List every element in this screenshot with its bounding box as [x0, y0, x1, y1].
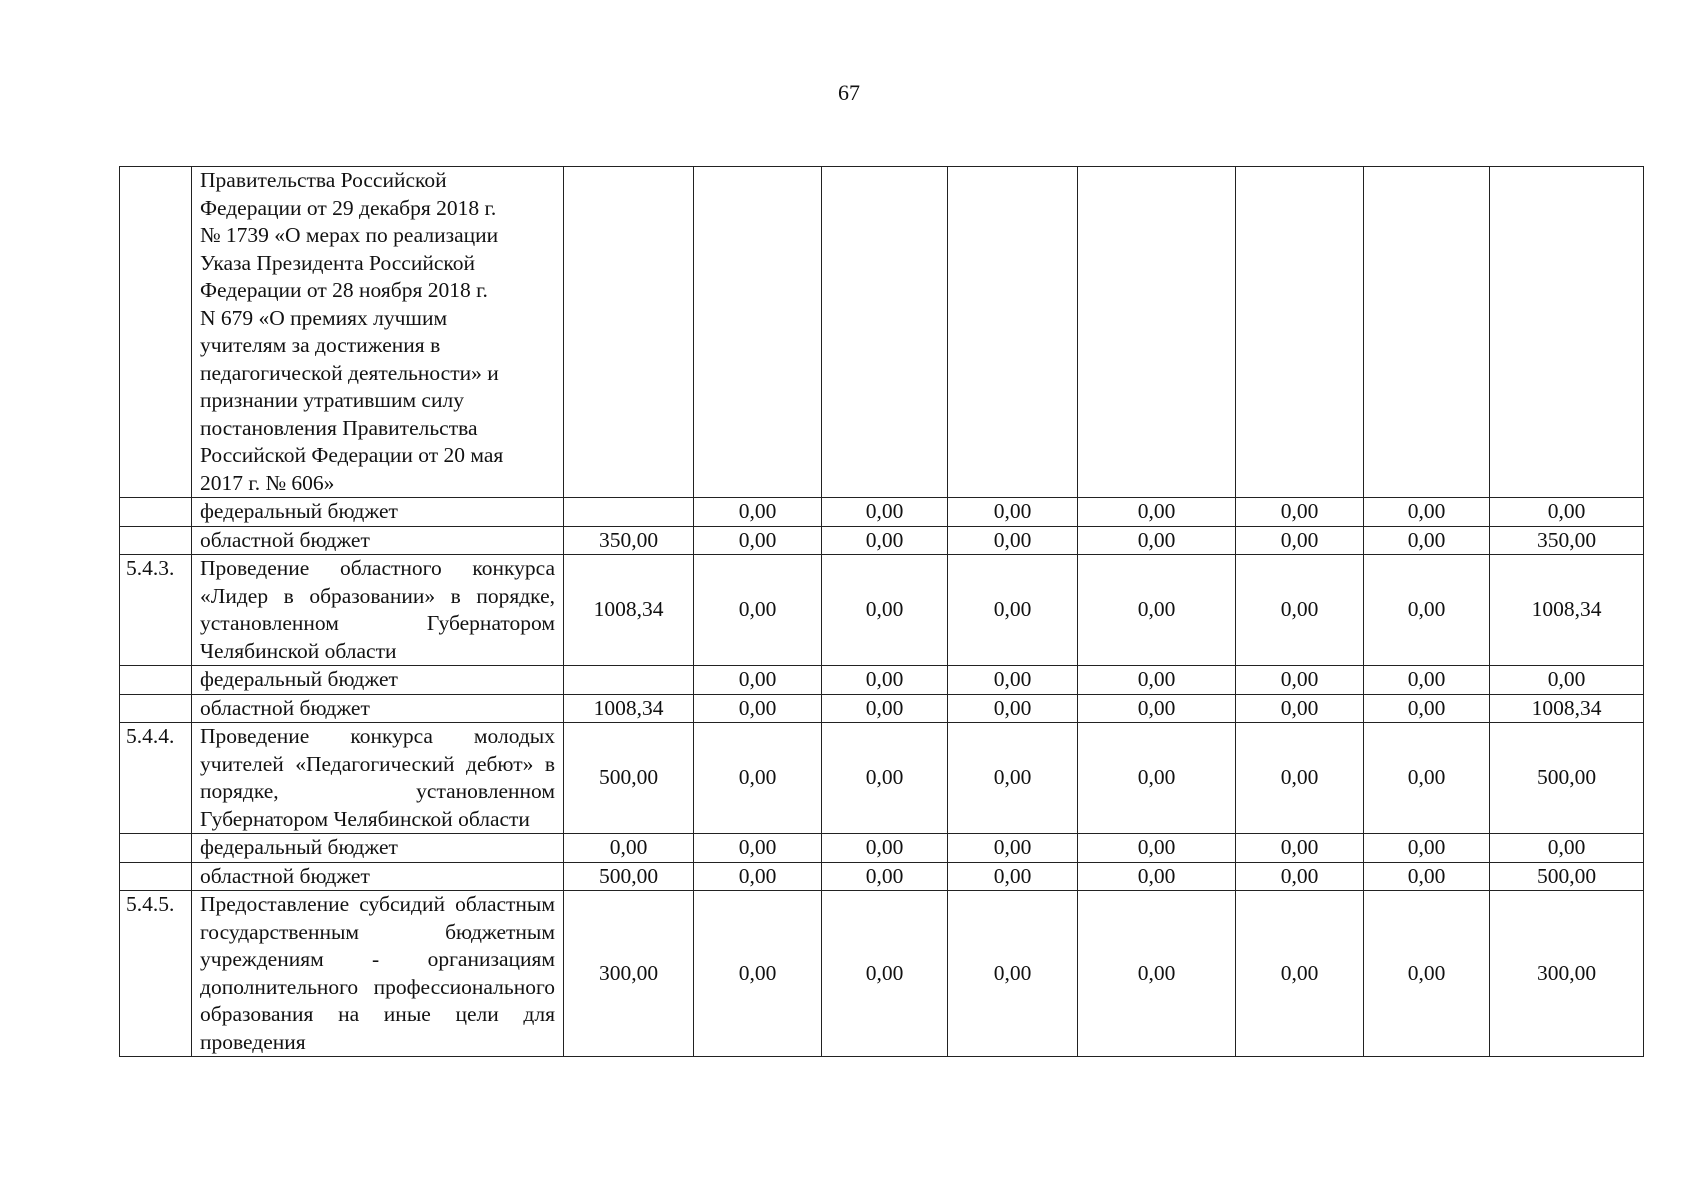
table-row [120, 555, 1644, 666]
value-cell: 0,00 [1078, 666, 1236, 695]
value-cell: 500,00 [1490, 862, 1644, 891]
table-row [120, 666, 1644, 695]
row-description: областной бюджет [192, 694, 564, 723]
table-row [120, 694, 1644, 723]
value-cell: 0,00 [694, 498, 822, 527]
value-cell [694, 167, 822, 498]
description-line: Правительства Российской [200, 168, 447, 192]
table-row [120, 167, 1644, 498]
row-description: федеральный бюджет [192, 498, 564, 527]
value-cell: 0,00 [948, 862, 1078, 891]
description-line: Указа Президента Российской [200, 250, 476, 275]
value-cell: 1008,34 [1490, 694, 1644, 723]
value-cell [564, 666, 694, 695]
value-cell: 0,00 [1236, 526, 1364, 555]
value-cell: 0,00 [1364, 862, 1490, 891]
value-cell: 0,00 [694, 666, 822, 695]
row-description: Предоставление субсидий областным государственным бюджетным учреждениям - организациям дополнительного профессионального образования на иные цели для проведения [192, 891, 564, 1057]
description-line: признании утратившим силу [200, 388, 464, 412]
value-cell: 0,00 [694, 834, 822, 863]
value-cell: 1008,34 [1490, 555, 1644, 666]
value-cell: 0,00 [1078, 834, 1236, 863]
value-cell: 0,00 [948, 666, 1078, 695]
value-cell: 0,00 [948, 498, 1078, 527]
value-cell: 300,00 [564, 891, 694, 1057]
value-cell: 0,00 [1236, 891, 1364, 1057]
value-cell: 0,00 [948, 526, 1078, 555]
row-number: 5.4.4. [120, 723, 192, 834]
value-cell: 0,00 [1364, 666, 1490, 695]
value-cell [1364, 167, 1490, 498]
description-line: № 1739 «О мерах по реализации [200, 223, 499, 247]
value-cell: 0,00 [1490, 834, 1644, 863]
value-cell: 0,00 [822, 694, 948, 723]
description-line: учителям за достижения в [200, 333, 441, 357]
value-cell: 0,00 [1364, 891, 1490, 1057]
row-number: 5.4.3. [120, 555, 192, 666]
row-description: областной бюджет [192, 862, 564, 891]
row-description: Проведение конкурса молодых учителей «Педагогический дебют» в порядке, установленном Губернатором Челябинской области [192, 723, 564, 834]
table-row [120, 891, 1644, 1057]
value-cell: 0,00 [1236, 555, 1364, 666]
value-cell: 0,00 [1236, 723, 1364, 834]
row-description: областной бюджет [192, 526, 564, 555]
row-description: Проведение областного конкурса «Лидер в образовании» в порядке, установленном Губернатором Челябинской области [192, 555, 564, 666]
value-cell [948, 167, 1078, 498]
row-number [120, 666, 192, 695]
value-cell: 0,00 [1236, 666, 1364, 695]
value-cell: 1008,34 [564, 694, 694, 723]
value-cell: 0,00 [822, 526, 948, 555]
value-cell [564, 498, 694, 527]
budget-table [119, 166, 1644, 1057]
value-cell: 0,00 [1078, 498, 1236, 527]
value-cell: 0,00 [822, 834, 948, 863]
value-cell: 0,00 [1364, 834, 1490, 863]
value-cell: 0,00 [1078, 694, 1236, 723]
value-cell [822, 167, 948, 498]
value-cell: 0,00 [948, 723, 1078, 834]
description-line: N 679 «О премиях лучшим [200, 305, 448, 330]
description-line: Российской Федерации от 20 мая [200, 443, 504, 467]
value-cell: 0,00 [694, 694, 822, 723]
value-cell [1078, 167, 1236, 498]
row-number: 5.4.5. [120, 891, 192, 1057]
value-cell: 0,00 [694, 526, 822, 555]
value-cell: 0,00 [694, 723, 822, 834]
value-cell: 0,00 [1236, 694, 1364, 723]
value-cell: 0,00 [1236, 498, 1364, 527]
value-cell: 500,00 [1490, 723, 1644, 834]
value-cell: 0,00 [1364, 723, 1490, 834]
value-cell: 0,00 [694, 862, 822, 891]
table-row [120, 723, 1644, 834]
value-cell: 1008,34 [564, 555, 694, 666]
description-line: Федерации от 29 декабря 2018 г. [200, 195, 497, 220]
table-row [120, 526, 1644, 555]
value-cell: 0,00 [822, 891, 948, 1057]
description-line: Федерации от 28 ноября 2018 г. [200, 278, 488, 302]
value-cell: 0,00 [1078, 555, 1236, 666]
value-cell: 0,00 [1236, 862, 1364, 891]
row-number [120, 498, 192, 527]
value-cell: 500,00 [564, 862, 694, 891]
value-cell: 350,00 [564, 526, 694, 555]
value-cell [1236, 167, 1364, 498]
value-cell: 0,00 [564, 834, 694, 863]
value-cell: 0,00 [1364, 526, 1490, 555]
value-cell: 0,00 [822, 862, 948, 891]
description-line: 2017 г. № 606» [200, 470, 335, 495]
value-cell: 0,00 [1078, 723, 1236, 834]
row-description: федеральный бюджет [192, 834, 564, 863]
value-cell: 0,00 [1078, 526, 1236, 555]
value-cell: 0,00 [1364, 555, 1490, 666]
value-cell: 350,00 [1490, 526, 1644, 555]
value-cell: 0,00 [822, 555, 948, 666]
value-cell: 0,00 [822, 723, 948, 834]
value-cell: 0,00 [948, 834, 1078, 863]
value-cell: 0,00 [948, 891, 1078, 1057]
row-description: федеральный бюджет [192, 666, 564, 695]
value-cell [564, 167, 694, 498]
row-number [120, 694, 192, 723]
row-number [120, 862, 192, 891]
value-cell: 0,00 [948, 694, 1078, 723]
value-cell: 300,00 [1490, 891, 1644, 1057]
value-cell [1490, 167, 1644, 498]
description-line: постановления Правительства [200, 415, 478, 440]
row-number [120, 526, 192, 555]
value-cell: 0,00 [948, 555, 1078, 666]
value-cell: 500,00 [564, 723, 694, 834]
value-cell: 0,00 [1078, 862, 1236, 891]
row-description [192, 167, 564, 498]
value-cell: 0,00 [1236, 834, 1364, 863]
value-cell: 0,00 [822, 666, 948, 695]
page-number: 67 [838, 80, 860, 105]
row-number [120, 834, 192, 863]
table-row [120, 862, 1644, 891]
row-number [120, 167, 192, 498]
value-cell: 0,00 [1078, 891, 1236, 1057]
table-row [120, 834, 1644, 863]
value-cell: 0,00 [694, 555, 822, 666]
description-line: педагогической деятельности» и [200, 360, 499, 385]
value-cell: 0,00 [1490, 498, 1644, 527]
value-cell: 0,00 [822, 498, 948, 527]
value-cell: 0,00 [1490, 666, 1644, 695]
table-row [120, 498, 1644, 527]
value-cell: 0,00 [1364, 694, 1490, 723]
value-cell: 0,00 [694, 891, 822, 1057]
value-cell: 0,00 [1364, 498, 1490, 527]
